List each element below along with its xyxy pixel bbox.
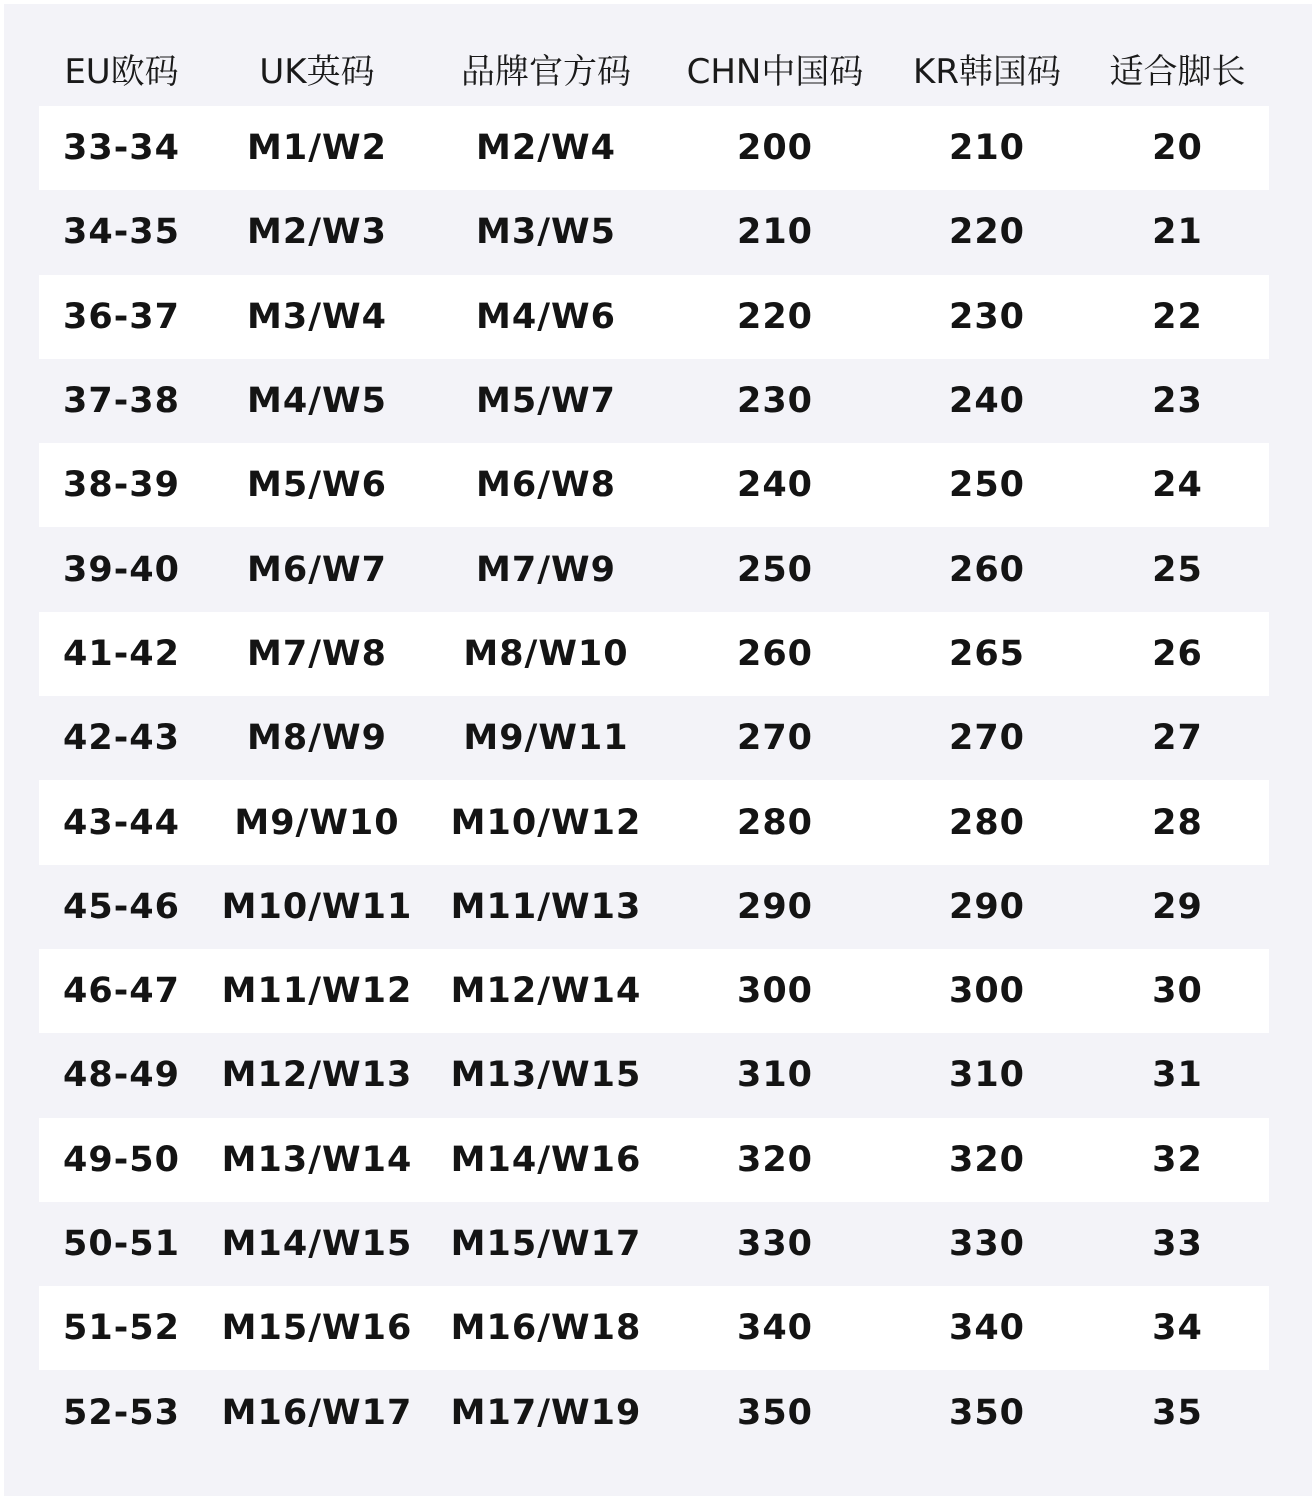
cell-uk-size: M5/W6 xyxy=(247,465,387,506)
cell-uk-size: M12/W13 xyxy=(221,1055,413,1096)
table-row xyxy=(39,106,1269,190)
cell-uk-size: M10/W11 xyxy=(221,886,413,927)
cell-eu-size: 50-51 xyxy=(63,1224,180,1264)
table-row xyxy=(39,696,1269,780)
cell-eu-size: 45-46 xyxy=(63,886,180,927)
cell-kr-size: 260 xyxy=(948,549,1026,590)
cell-kr-size: 220 xyxy=(948,212,1026,253)
cell-brand-size: M17/W19 xyxy=(450,1392,642,1433)
cell-brand-size: M4/W6 xyxy=(476,296,616,337)
table-row xyxy=(39,1202,1269,1286)
cell-chn-size: 340 xyxy=(736,1308,814,1349)
cell-brand-size: M3/W5 xyxy=(476,212,616,253)
table-row xyxy=(39,359,1269,443)
cell-eu-size: 36-37 xyxy=(63,296,180,337)
cell-foot-length: 29 xyxy=(1152,886,1203,927)
cell-chn-size: 350 xyxy=(736,1392,814,1433)
cell-kr-size: 230 xyxy=(948,296,1026,337)
cell-chn-size: 220 xyxy=(736,296,814,337)
cell-brand-size: M8/W10 xyxy=(463,633,629,674)
cell-eu-size: 39-40 xyxy=(63,549,180,590)
cell-foot-length: 22 xyxy=(1152,296,1203,337)
cell-foot-length: 30 xyxy=(1152,971,1203,1012)
table-row xyxy=(39,780,1269,864)
cell-chn-size: 260 xyxy=(736,633,814,674)
table-row xyxy=(39,1370,1269,1454)
cell-foot-length: 34 xyxy=(1152,1308,1203,1349)
cell-chn-size: 310 xyxy=(736,1055,814,1096)
cell-uk-size: M16/W17 xyxy=(221,1392,413,1433)
cell-uk-size: M8/W9 xyxy=(247,718,387,759)
cell-uk-size: M11/W12 xyxy=(221,971,413,1012)
cell-kr-size: 280 xyxy=(948,802,1026,843)
cell-brand-size: M12/W14 xyxy=(450,971,642,1012)
cell-uk-size: M7/W8 xyxy=(247,633,387,674)
cell-kr-size: 210 xyxy=(948,128,1026,169)
cell-foot-length: 26 xyxy=(1152,633,1203,674)
cell-uk-size: M1/W2 xyxy=(247,128,387,169)
cell-eu-size: 49-50 xyxy=(63,1139,180,1180)
cell-brand-size: M7/W9 xyxy=(476,549,616,590)
table-row xyxy=(39,949,1269,1033)
cell-chn-size: 200 xyxy=(736,128,814,169)
cell-chn-size: 270 xyxy=(736,718,814,759)
cell-chn-size: 280 xyxy=(736,802,814,843)
table-row xyxy=(39,1286,1269,1370)
cell-brand-size: M5/W7 xyxy=(476,381,616,422)
cell-brand-size: M2/W4 xyxy=(476,128,616,169)
cell-chn-size: 320 xyxy=(736,1139,814,1180)
table-row xyxy=(39,527,1269,611)
cell-brand-size: M16/W18 xyxy=(450,1308,642,1349)
cell-uk-size: M13/W14 xyxy=(221,1139,413,1180)
cell-kr-size: 265 xyxy=(948,633,1026,674)
cell-eu-size: 34-35 xyxy=(63,212,180,253)
cell-brand-size: M11/W13 xyxy=(450,886,642,927)
cell-foot-length: 35 xyxy=(1152,1392,1203,1433)
cell-uk-size: M4/W5 xyxy=(247,381,387,422)
cell-foot-length: 25 xyxy=(1152,549,1203,590)
cell-eu-size: 33-34 xyxy=(63,128,180,169)
header-brand-size: 品牌官方码 xyxy=(461,51,631,92)
cell-uk-size: M14/W15 xyxy=(221,1224,413,1264)
cell-kr-size: 290 xyxy=(948,886,1026,927)
cell-kr-size: 250 xyxy=(948,465,1026,506)
cell-eu-size: 52-53 xyxy=(63,1392,180,1433)
cell-brand-size: M9/W11 xyxy=(463,718,629,759)
cell-kr-size: 270 xyxy=(948,718,1026,759)
table-body xyxy=(39,106,1269,1455)
table-row xyxy=(39,275,1269,359)
cell-brand-size: M6/W8 xyxy=(476,465,616,506)
cell-eu-size: 38-39 xyxy=(63,465,180,506)
cell-chn-size: 300 xyxy=(736,971,814,1012)
cell-foot-length: 33 xyxy=(1152,1224,1203,1264)
cell-eu-size: 48-49 xyxy=(63,1055,180,1096)
table-row xyxy=(39,612,1269,696)
cell-foot-length: 27 xyxy=(1152,718,1203,759)
cell-brand-size: M13/W15 xyxy=(450,1055,642,1096)
cell-uk-size: M15/W16 xyxy=(221,1308,413,1349)
cell-chn-size: 330 xyxy=(736,1224,814,1264)
cell-uk-size: M6/W7 xyxy=(247,549,387,590)
table-row xyxy=(39,443,1269,527)
cell-eu-size: 41-42 xyxy=(63,633,180,674)
cell-foot-length: 31 xyxy=(1152,1055,1203,1096)
cell-eu-size: 46-47 xyxy=(63,971,180,1012)
header-chn-size: CHN中国码 xyxy=(686,51,864,92)
cell-eu-size: 43-44 xyxy=(63,802,180,843)
cell-kr-size: 300 xyxy=(948,971,1026,1012)
cell-uk-size: M3/W4 xyxy=(247,296,387,337)
header-foot-length: 适合脚长 xyxy=(1109,51,1246,92)
cell-chn-size: 250 xyxy=(736,549,814,590)
cell-kr-size: 340 xyxy=(948,1308,1026,1349)
cell-chn-size: 240 xyxy=(736,465,814,506)
header-eu-size: EU欧码 xyxy=(64,51,179,92)
cell-eu-size: 51-52 xyxy=(63,1308,180,1349)
cell-chn-size: 230 xyxy=(736,381,814,422)
cell-kr-size: 350 xyxy=(948,1392,1026,1433)
header-uk-size: UK英码 xyxy=(259,51,375,92)
table-row xyxy=(39,190,1269,274)
cell-uk-size: M2/W3 xyxy=(247,212,387,253)
cell-chn-size: 210 xyxy=(736,212,814,253)
cell-foot-length: 23 xyxy=(1152,381,1203,422)
cell-foot-length: 20 xyxy=(1152,128,1203,169)
cell-uk-size: M9/W10 xyxy=(234,802,400,843)
cell-brand-size: M14/W16 xyxy=(450,1139,642,1180)
table-row xyxy=(39,1118,1269,1202)
cell-foot-length: 32 xyxy=(1152,1139,1203,1180)
cell-foot-length: 28 xyxy=(1152,802,1203,843)
cell-kr-size: 240 xyxy=(948,381,1026,422)
cell-kr-size: 330 xyxy=(948,1224,1026,1264)
header-kr-size: KR韩国码 xyxy=(913,51,1061,92)
cell-kr-size: 310 xyxy=(948,1055,1026,1096)
cell-chn-size: 290 xyxy=(736,886,814,927)
cell-eu-size: 37-38 xyxy=(63,381,180,422)
cell-eu-size: 42-43 xyxy=(63,718,180,759)
cell-foot-length: 21 xyxy=(1152,212,1203,253)
cell-brand-size: M15/W17 xyxy=(450,1224,642,1264)
cell-kr-size: 320 xyxy=(948,1139,1026,1180)
table-row xyxy=(39,865,1269,949)
cell-brand-size: M10/W12 xyxy=(450,802,642,843)
cell-foot-length: 24 xyxy=(1152,465,1203,506)
table-row xyxy=(39,1033,1269,1117)
table-header xyxy=(39,34,1269,102)
